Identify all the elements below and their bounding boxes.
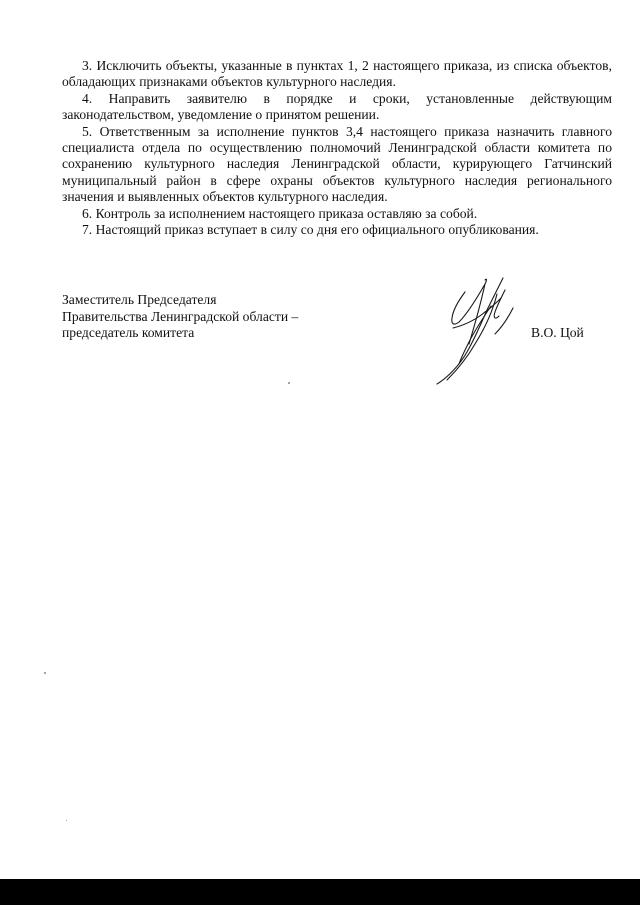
- signatory-title-line: Заместитель Председателя: [62, 292, 217, 307]
- paragraph-item-5: 5. Ответственным за исполнение пунктов 3,4 настоящего приказа назначить главного специалиста отдела по осуществлению полномочий Ленинградской области комитета по сохранению культурного наследия Ленинградской области, курирующего Гатчинский муниципальный район в сфере охраны объектов культурного наследия регионального значения и выявленных объектов культурного наследия.: [62, 123, 612, 205]
- scan-speck: [44, 672, 46, 674]
- paragraph-item-4: 4. Направить заявителю в порядке и сроки, установленные действующим законодательством, уведомление о принятом решении.: [62, 90, 612, 123]
- scan-speck: [288, 382, 290, 384]
- scan-speck: [66, 820, 67, 821]
- signatory-title-line: Правительства Ленинградской области –: [62, 308, 299, 324]
- paragraph-item-6: 6. Контроль за исполнением настоящего приказа оставляю за собой.: [82, 205, 478, 221]
- paragraph-item-7: 7. Настоящий приказ вступает в силу со дня его официального опубликования.: [82, 222, 539, 238]
- order-body-text: [62, 58, 612, 238]
- handwritten-signature: [425, 272, 535, 390]
- scan-border-bottom: [0, 879, 640, 905]
- paragraph-item-3: 3. Исключить объекты, указанные в пунктах 1, 2 настоящего приказа, из списка объектов, обладающих признаками объектов культурного наследия.: [62, 58, 612, 90]
- signer-name: В.О. Цой: [531, 325, 584, 340]
- signatory-title: [62, 292, 298, 342]
- signatory-title-line: председатель комитета: [62, 325, 195, 341]
